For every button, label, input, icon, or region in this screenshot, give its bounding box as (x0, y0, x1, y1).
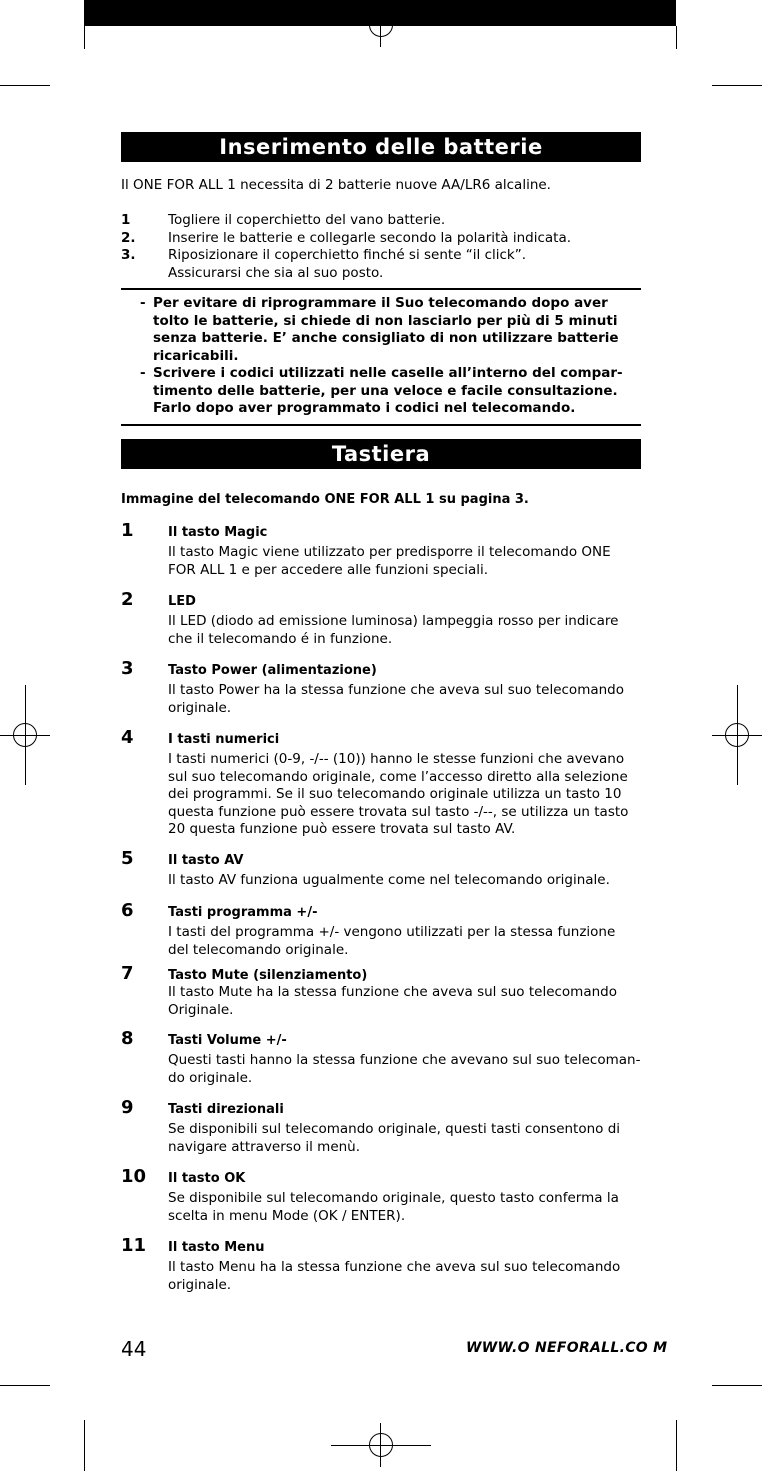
crop-mark (84, 1420, 85, 1471)
step-number: 3. (121, 247, 136, 263)
key-desc (168, 1259, 641, 1294)
registration-mark-icon (25, 685, 26, 785)
crop-mark (712, 85, 762, 86)
key-title: Tasti programma +/- (168, 905, 318, 920)
key-desc (168, 984, 641, 1019)
key-title: I tasti numerici (168, 732, 280, 747)
key-desc-line: I tasti del programma +/- vengono utilizzati per la stessa funzione (168, 924, 616, 940)
step-text: Inserire le batterie e collegarle secondo la polarità indicata. (168, 230, 572, 246)
website-url: WWW.O NEFORALL.CO M (466, 1340, 668, 1356)
note-line: senza batterie. E’ anche consigliato di non utilizzare batterie (153, 330, 619, 346)
key-desc (168, 924, 641, 959)
key-desc (168, 544, 641, 579)
key-title: Il tasto Menu (168, 1240, 265, 1255)
battery-notes (140, 295, 640, 418)
note-line: ricaricabili. (153, 347, 239, 364)
key-number: 4 (121, 727, 134, 748)
note-line: Per evitare di riprogrammare il Suo telecomando dopo aver (153, 295, 608, 311)
key-desc-line: Questi tasti hanno la stessa funzione che avevano sul suo telecoman- (168, 1052, 641, 1068)
key-desc (168, 1190, 641, 1225)
key-desc-line: Il tasto Power ha la stessa funzione che aveva sul suo telecomando (168, 682, 625, 698)
crop-mark (676, 1420, 677, 1471)
key-desc-line: scelta in menu Mode (OK / ENTER). (168, 1207, 406, 1224)
page-number: 44 (121, 1337, 147, 1361)
note-item (140, 365, 640, 418)
key-title: Il tasto AV (168, 853, 244, 868)
key-desc-line: dei programmi. Se il suo telecomando originale utilizza un tasto 10 (168, 786, 622, 802)
key-desc-line: sul suo telecomando originale, come l’accesso diretto alla selezione (168, 768, 628, 785)
key-desc-line: Il LED (diodo ad emissione luminosa) lampeggia rosso per indicare (168, 613, 619, 629)
key-title: Il tasto Magic (168, 525, 268, 540)
key-desc-line: Il tasto Menu ha la stessa funzione che aveva sul suo telecomando (168, 1259, 621, 1275)
crop-mark (84, 26, 85, 49)
key-title: Tasto Power (alimentazione) (168, 663, 377, 678)
keyboard-section-title: Tastiera (121, 439, 641, 469)
note-line: timento delle batterie, per una veloce e facile consultazione. (153, 382, 618, 399)
key-number: 6 (121, 900, 134, 921)
key-desc (168, 872, 641, 890)
key-desc (168, 682, 641, 717)
note-dash: - (140, 365, 146, 381)
battery-intro: Il ONE FOR ALL 1 necessita di 2 batterie nuove AA/LR6 alcaline. (121, 177, 551, 193)
key-desc-line: do originale. (168, 1069, 253, 1086)
key-number: 11 (121, 1235, 147, 1256)
key-desc-line: Se disponibili sul telecomando originale, questi tasti consentono di (168, 1121, 621, 1137)
key-desc-line: questa funzione può essere trovata sul tasto -/--, se utilizza un tasto (168, 803, 629, 820)
divider (121, 424, 641, 426)
key-desc-line: del telecomando originale. (168, 941, 349, 958)
key-desc (168, 751, 641, 839)
key-desc-line: 20 questa funzione può essere trovata sul tasto AV. (168, 821, 516, 837)
key-desc-line: Originale. (168, 1001, 234, 1018)
key-title: Tasti Volume +/- (168, 1033, 287, 1048)
registration-mark-icon (331, 25, 431, 26)
step-text: Togliere il coperchietto del vano batterie. (168, 212, 446, 228)
registration-mark-icon (380, 1423, 381, 1467)
key-title: Il tasto OK (168, 1171, 246, 1186)
key-number: 7 (121, 963, 134, 984)
key-desc-line: originale. (168, 1276, 232, 1293)
step-text: Riposizionare il coperchietto finché si sente “il click”. (168, 247, 527, 263)
key-desc-line: Il tasto AV funziona ugualmente come nel telecomando originale. (168, 872, 610, 888)
key-desc-line: Il tasto Magic viene utilizzato per predisporre il telecomando ONE (168, 544, 611, 560)
key-number: 10 (121, 1166, 147, 1187)
step-number: 1 (121, 212, 131, 228)
registration-mark-icon (737, 685, 738, 785)
registration-mark-icon (380, 3, 381, 47)
crop-mark (0, 1385, 50, 1386)
key-desc (168, 1121, 641, 1156)
key-desc-line: FOR ALL 1 e per accedere alle funzioni speciali. (168, 561, 489, 578)
key-title: Tasti direzionali (168, 1102, 284, 1117)
note-item (140, 295, 640, 365)
registration-mark-icon (331, 1445, 431, 1446)
note-line: Farlo dopo aver programmato i codici nel telecomando. (153, 400, 576, 416)
key-number: 8 (121, 1028, 134, 1049)
key-desc-line: che il telecomando é in funzione. (168, 630, 393, 647)
key-desc (168, 1052, 641, 1087)
key-desc-line: Il tasto Mute ha la stessa funzione che aveva sul suo telecomando (168, 984, 617, 1000)
note-line: Scrivere i codici utilizzati nelle caselle all’interno del compar- (153, 365, 623, 381)
key-number: 1 (121, 520, 134, 541)
note-dash: - (140, 295, 146, 311)
crop-mark (712, 1385, 762, 1386)
note-line: tolto le batterie, si chiede di non lasciarlo per più di 5 minuti (153, 312, 618, 329)
key-desc-line: Se disponibile sul telecomando originale, questo tasto conferma la (168, 1190, 619, 1206)
crop-mark (0, 85, 50, 86)
key-number: 9 (121, 1097, 134, 1118)
divider (121, 288, 641, 290)
key-number: 3 (121, 658, 134, 679)
key-title: LED (168, 594, 196, 609)
key-title: Tasto Mute (silenziamento) (168, 968, 368, 983)
key-number: 2 (121, 589, 134, 610)
step-number: 2. (121, 230, 136, 246)
key-desc-line: I tasti numerici (0-9, -/-- (10)) hanno le stesse funzioni che avevano (168, 751, 625, 767)
step-text: Assicurarsi che sia al suo posto. (168, 265, 384, 281)
keyboard-intro: Immagine del telecomando ONE FOR ALL 1 su pagina 3. (121, 492, 529, 507)
key-desc-line: originale. (168, 699, 232, 716)
key-desc-line: navigare attraverso il menù. (168, 1138, 361, 1155)
key-number: 5 (121, 848, 134, 869)
key-desc (168, 613, 641, 648)
crop-mark (676, 26, 677, 49)
battery-section-title: Inserimento delle batterie (121, 132, 641, 162)
